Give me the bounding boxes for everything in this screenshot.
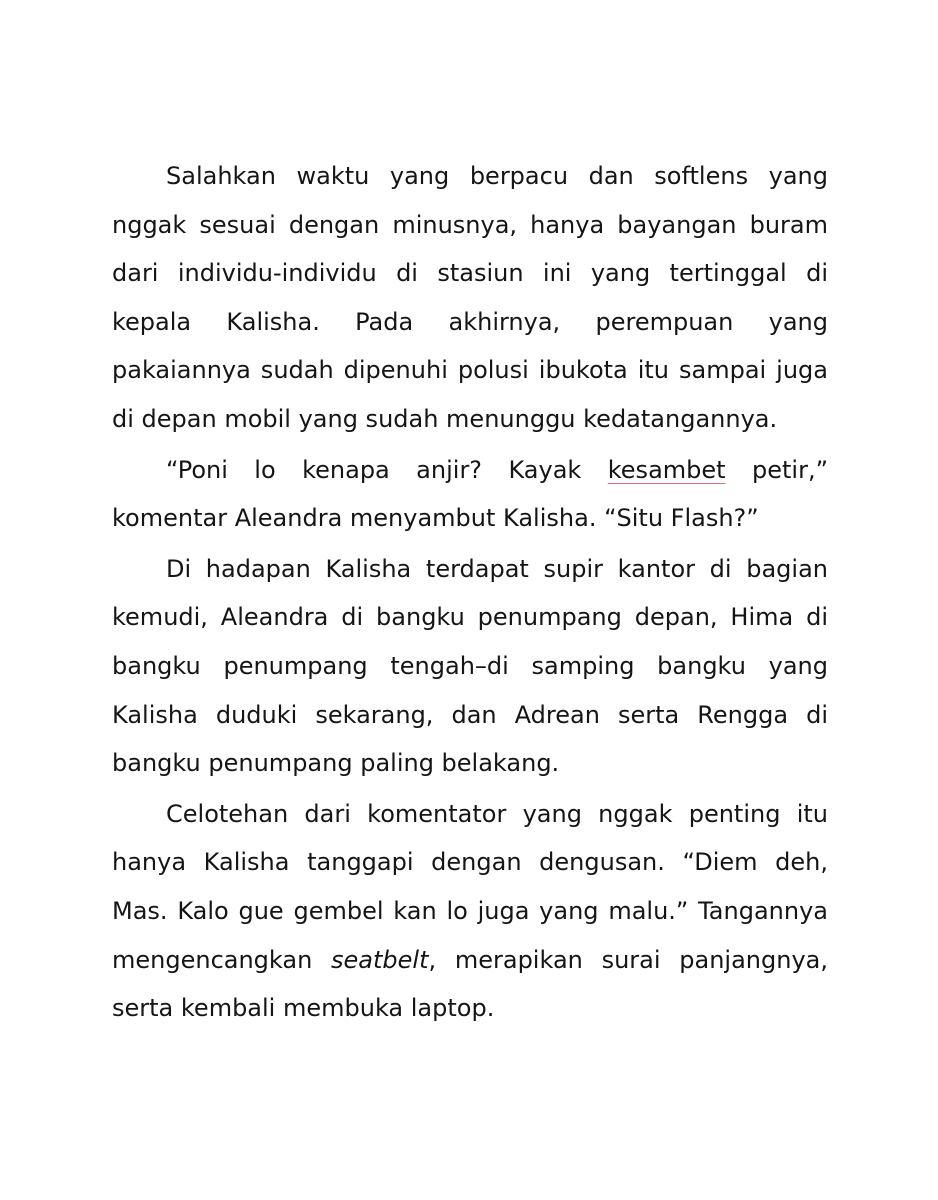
document-body[interactable] [112, 152, 828, 1035]
paragraph-3 [112, 545, 828, 788]
paragraph-1-text: Salahkan waktu yang berpacu dan softlens yang nggak sesuai dengan minusnya, hanya bayangan buram dari individu-individu di stasiun ini yang tertinggal di kepala Kalisha. Pada akhirnya, perempuan yang pakaiannya sudah dipenuhi polusi ibukota itu sampai juga di depan mobil yang sudah menunggu kedatangannya. [112, 162, 828, 433]
spellcheck-flagged-word[interactable]: kesambet [607, 455, 726, 484]
paragraph-2-text-start: “Poni lo kenapa anjir? Kayak [166, 455, 608, 484]
paragraph-4-text-start: Celotehan dari komentator yang nggak penting itu hanya Kalisha tanggapi dengan dengusan. “Diem deh, Mas. Kalo gue gembel kan lo juga yang malu.” Tangannya mengencangkan [112, 799, 828, 974]
paragraph-2 [112, 446, 828, 543]
paragraph-1 [112, 152, 828, 444]
paragraph-2-text-end: petir,” komentar Aleandra menyambut Kalisha. “Situ Flash?” [112, 455, 829, 533]
paragraph-3-text: Di hadapan Kalisha terdapat supir kantor di bagian kemudi, Aleandra di bangku penumpang depan, Hima di bangku penumpang tengah–di samping bangku yang Kalisha duduki sekarang, dan Adrean serta Rengga di bangku penumpang paling belakang. [112, 554, 828, 778]
paragraph-4 [112, 790, 828, 1033]
paragraph-4-text-end: , merapikan surai panjangnya, serta kembali membuka laptop. [112, 945, 828, 1023]
italic-word: seatbelt [331, 945, 429, 974]
